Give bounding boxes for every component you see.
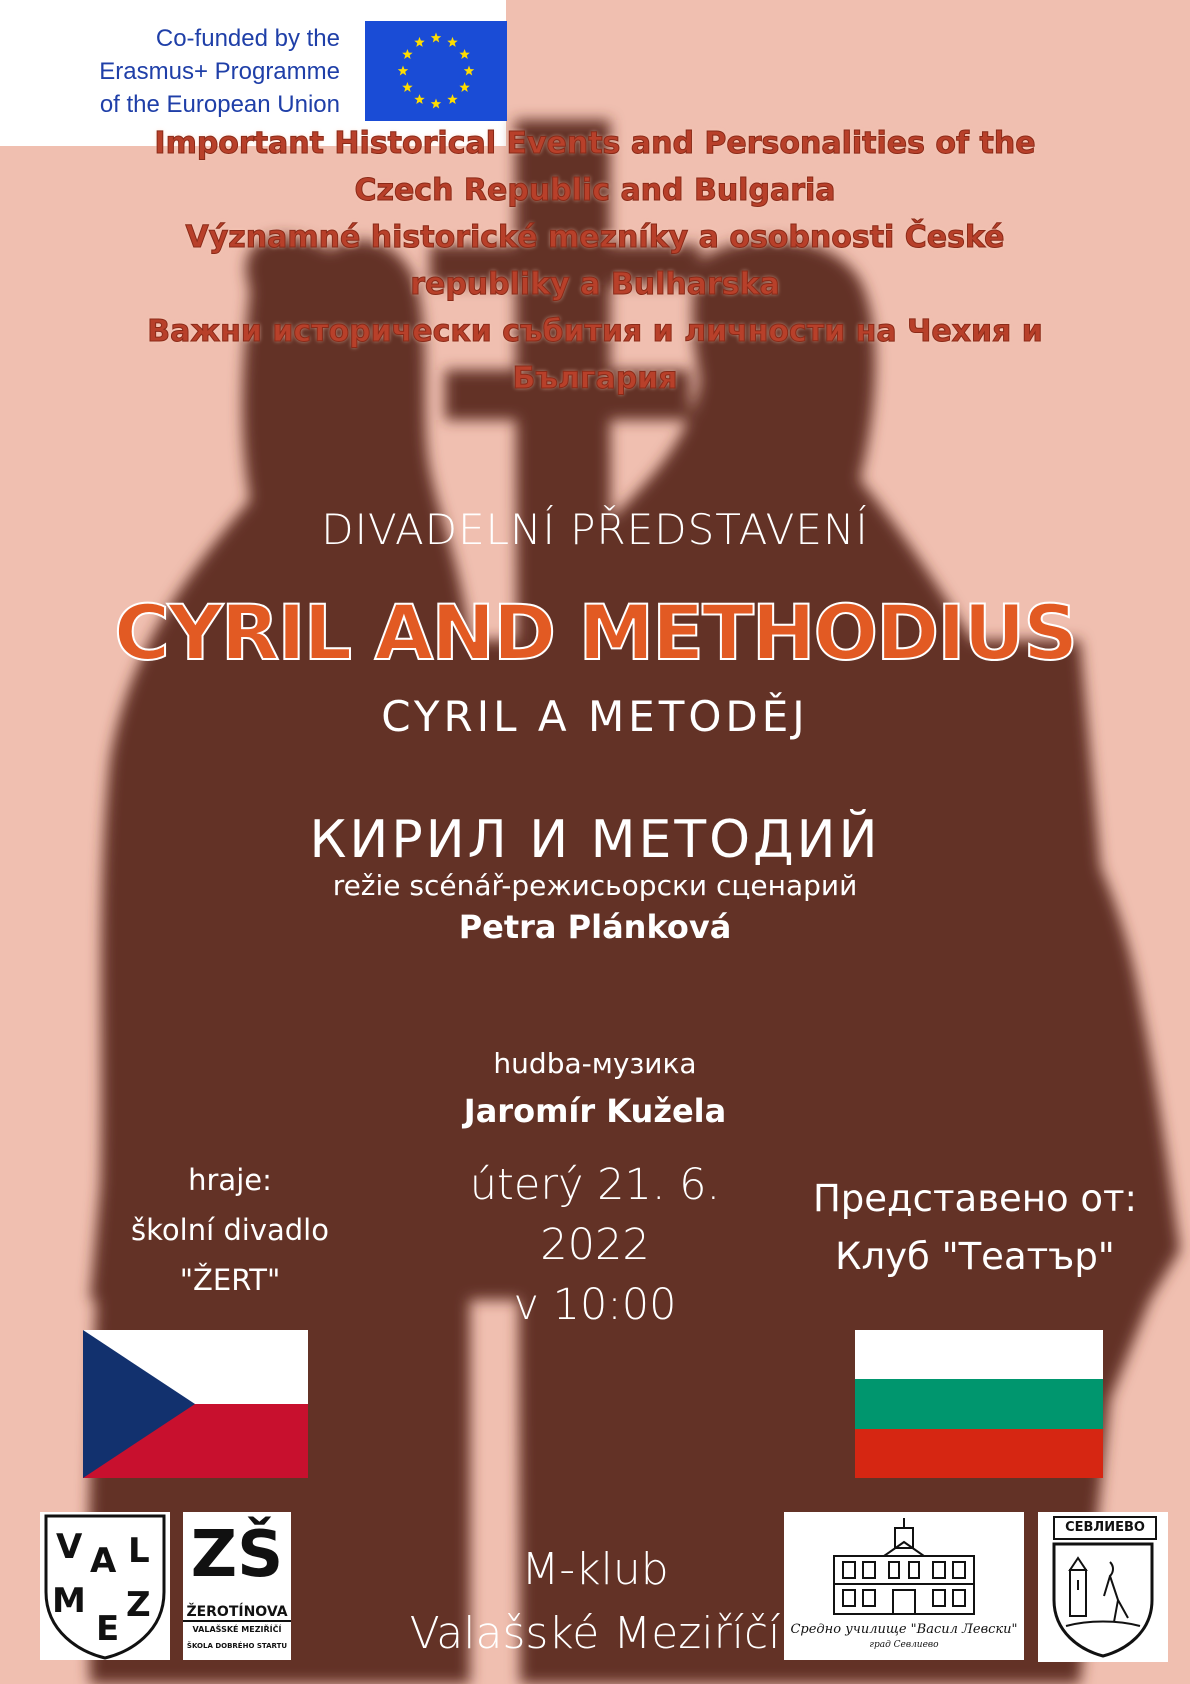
valmez-letter-l: L: [128, 1531, 150, 1571]
schedule-block: [420, 1155, 770, 1335]
erasmus-line-2: Erasmus+ Programme: [99, 58, 340, 85]
valmez-letter-e: E: [96, 1609, 120, 1649]
music-label: hudba-музика: [493, 1047, 697, 1080]
bulgarian-flag-icon: [855, 1330, 1103, 1478]
eu-flag-icon: [365, 21, 507, 121]
director-name: Petra Plánková: [458, 908, 732, 946]
levski-line-2: град Севлиево: [869, 1640, 939, 1650]
credit-label: režie scénář-режисьорски сценарий: [332, 869, 858, 902]
presenting-club: Клуб "Театър": [835, 1235, 1115, 1278]
title-bulgarian: КИРИЛ И МЕТОДИЙ: [309, 810, 881, 870]
composer-name: Jaromír Kužela: [463, 1092, 727, 1130]
cast-label: hraje:: [188, 1163, 272, 1197]
heading-line-3: Významné historické mezníky a osobnosti České: [185, 220, 1005, 255]
sevlievo-label: СЕВЛИЕВО: [1053, 1516, 1157, 1540]
school-building-icon: [829, 1518, 979, 1618]
czech-flag-icon: [83, 1330, 308, 1478]
valmez-shield-logo: [40, 1512, 170, 1660]
valmez-letter-v: V: [56, 1527, 83, 1567]
event-time: v 10:00: [513, 1280, 677, 1330]
title-czech: CYRIL A METODĚJ: [381, 692, 809, 741]
levski-line-1: Средно училище "Васил Левски": [790, 1622, 1018, 1637]
levski-school-logo: [784, 1512, 1024, 1660]
zs-line-2: VALAŠSKÉ MEZIŘÍČÍ: [192, 1625, 282, 1634]
erasmus-text: [40, 22, 340, 121]
zs-mark: ZŠ: [190, 1518, 284, 1592]
zs-line-3: ŠKOLA DOBRÉHO STARTU: [186, 1642, 288, 1650]
event-date: úterý 21. 6. 2022: [469, 1160, 721, 1270]
heading-line-6: България: [512, 361, 678, 396]
sevlievo-shield-icon: [1048, 1540, 1158, 1658]
heading-line-5: Важни исторически събития и личности на Чехия и: [147, 314, 1043, 349]
presented-block: [790, 1170, 1160, 1286]
venue-line-1: M-klub: [521, 1544, 669, 1595]
cast-line-2: "ŽERT": [179, 1263, 281, 1297]
cast-block: [110, 1155, 350, 1305]
cast-line-1: školní divadlo: [131, 1213, 329, 1247]
show-type-label: DIVADELNÍ PŘEDSTAVENÍ: [321, 505, 869, 554]
heading-line-1: Important Historical Events and Personalities of the: [154, 126, 1036, 161]
venue-line-2: Valašské Meziříčí: [409, 1608, 781, 1659]
zs-line-1: ŽEROTÍNOVA: [183, 1604, 291, 1622]
sevlievo-coat-of-arms-logo: [1038, 1512, 1168, 1662]
valmez-letter-m: M: [52, 1581, 86, 1621]
heading-line-2: Czech Republic and Bulgaria: [354, 173, 836, 208]
venue-block: [340, 1538, 850, 1666]
zs-zerotinova-logo: [183, 1512, 291, 1660]
erasmus-line-1: Co-funded by the: [155, 25, 340, 52]
heading-line-4: republiky a Bulharska: [410, 267, 780, 302]
presented-label: Представено от:: [812, 1177, 1138, 1220]
main-title: CYRIL AND METHODIUS: [114, 588, 1076, 677]
erasmus-line-3: of the European Union: [99, 91, 340, 118]
valmez-letter-a: A: [90, 1541, 117, 1581]
valmez-letter-z: Z: [126, 1585, 151, 1625]
